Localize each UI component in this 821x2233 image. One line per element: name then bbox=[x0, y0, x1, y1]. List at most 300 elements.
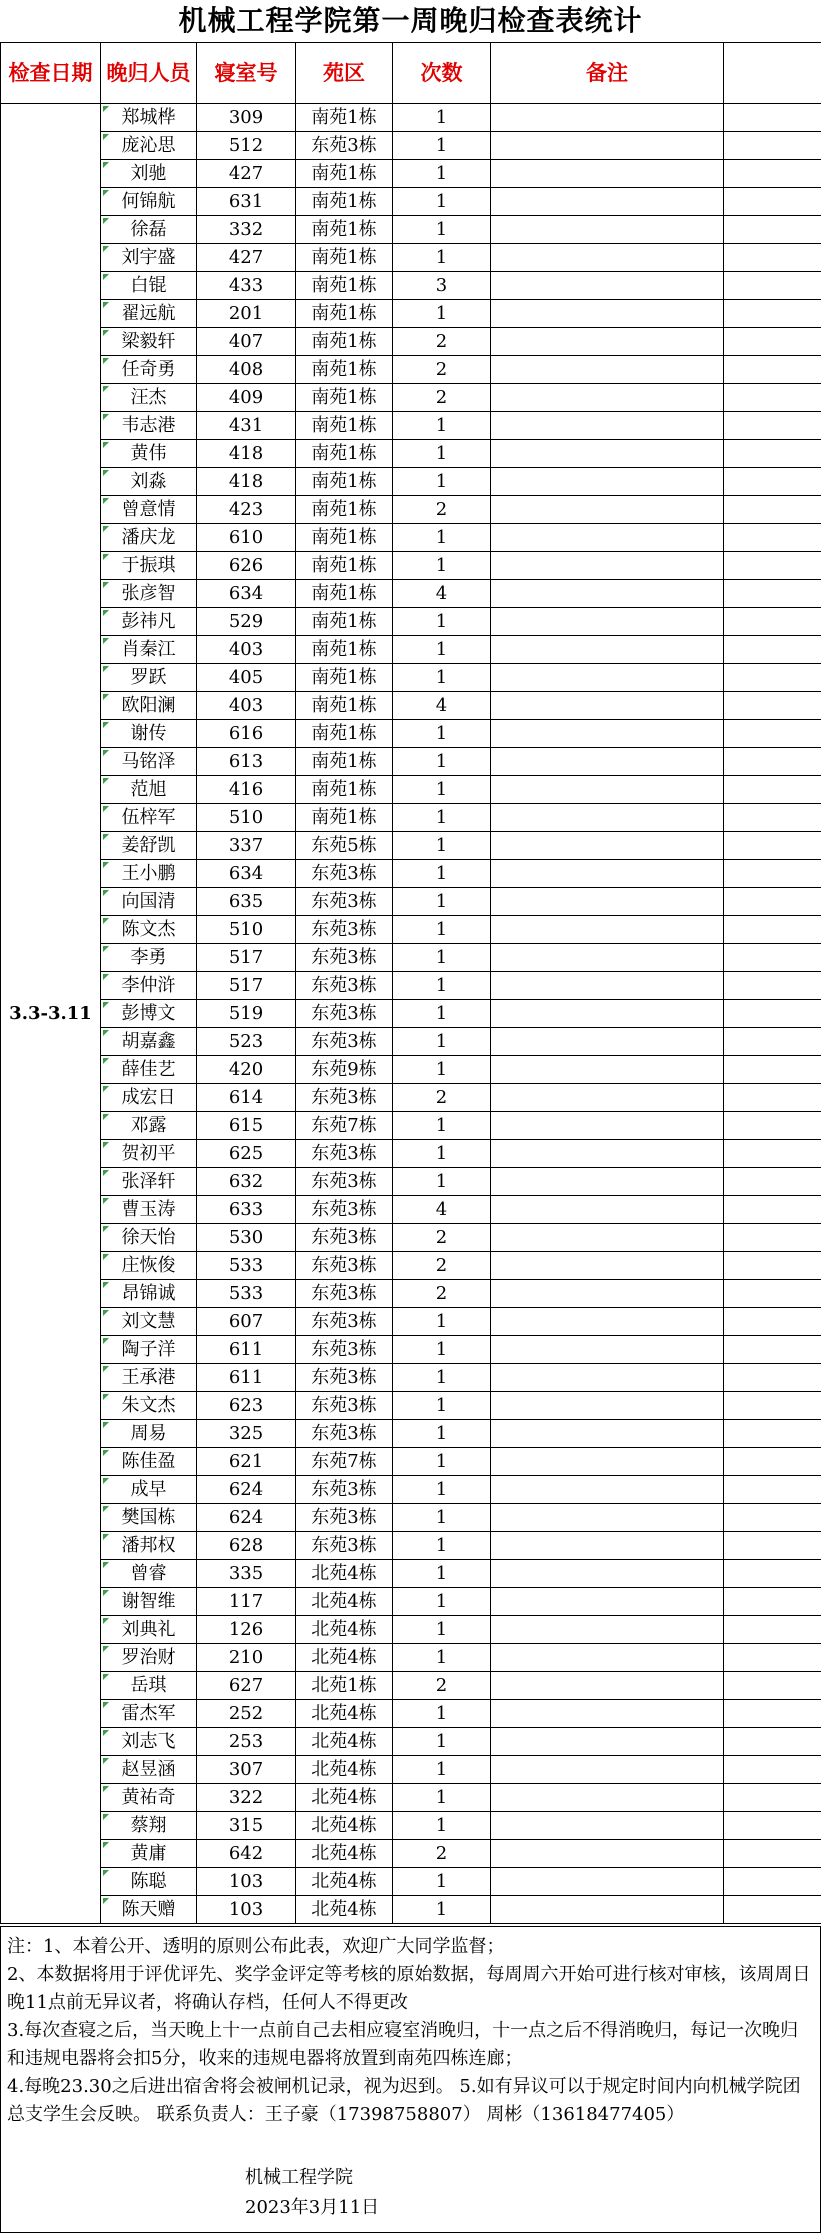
row-count: 4 bbox=[393, 692, 491, 720]
row-name: 陈天赠 bbox=[101, 1896, 197, 1924]
row-name: 刘典礼 bbox=[101, 1616, 197, 1644]
row-count: 1 bbox=[393, 300, 491, 328]
row-remark bbox=[491, 1252, 724, 1280]
row-name: 成早 bbox=[101, 1476, 197, 1504]
row-area: 北苑4栋 bbox=[296, 1840, 393, 1868]
row-blank bbox=[724, 1196, 821, 1224]
row-area: 北苑4栋 bbox=[296, 1784, 393, 1812]
table-row bbox=[1, 1700, 821, 1728]
row-name: 彭祎凡 bbox=[101, 608, 197, 636]
row-blank bbox=[724, 440, 821, 468]
row-blank bbox=[724, 720, 821, 748]
row-remark bbox=[491, 1840, 724, 1868]
row-area: 南苑1栋 bbox=[296, 524, 393, 552]
row-area: 东苑9栋 bbox=[296, 1056, 393, 1084]
table-row bbox=[1, 1000, 821, 1028]
row-room: 210 bbox=[197, 1644, 296, 1672]
row-blank bbox=[724, 1644, 821, 1672]
row-name: 庄恢俊 bbox=[101, 1252, 197, 1280]
row-count: 2 bbox=[393, 1224, 491, 1252]
row-count: 1 bbox=[393, 888, 491, 916]
row-count: 1 bbox=[393, 832, 491, 860]
row-room: 409 bbox=[197, 384, 296, 412]
row-area: 南苑1栋 bbox=[296, 608, 393, 636]
row-count: 1 bbox=[393, 1896, 491, 1924]
row-remark bbox=[491, 1588, 724, 1616]
table-row bbox=[1, 1252, 821, 1280]
row-room: 103 bbox=[197, 1868, 296, 1896]
table-row bbox=[1, 1308, 821, 1336]
row-room: 628 bbox=[197, 1532, 296, 1560]
row-count: 1 bbox=[393, 1476, 491, 1504]
row-area: 东苑3栋 bbox=[296, 1280, 393, 1308]
row-area: 南苑1栋 bbox=[296, 300, 393, 328]
row-area: 南苑1栋 bbox=[296, 216, 393, 244]
row-name: 樊国栋 bbox=[101, 1504, 197, 1532]
table-row bbox=[1, 496, 821, 524]
row-room: 610 bbox=[197, 524, 296, 552]
row-name: 蔡翔 bbox=[101, 1812, 197, 1840]
row-name: 韦志港 bbox=[101, 412, 197, 440]
row-name: 汪杰 bbox=[101, 384, 197, 412]
row-room: 621 bbox=[197, 1448, 296, 1476]
table-row bbox=[1, 972, 821, 1000]
row-area: 南苑1栋 bbox=[296, 580, 393, 608]
row-room: 533 bbox=[197, 1280, 296, 1308]
row-remark bbox=[491, 888, 724, 916]
row-area: 北苑4栋 bbox=[296, 1644, 393, 1672]
row-room: 613 bbox=[197, 748, 296, 776]
row-area: 东苑7栋 bbox=[296, 1448, 393, 1476]
row-name: 曾意情 bbox=[101, 496, 197, 524]
row-blank bbox=[724, 1896, 821, 1924]
row-count: 1 bbox=[393, 1756, 491, 1784]
row-room: 635 bbox=[197, 888, 296, 916]
row-blank bbox=[724, 524, 821, 552]
row-area: 东苑3栋 bbox=[296, 972, 393, 1000]
row-name: 范旭 bbox=[101, 776, 197, 804]
note-line-1: 注：1、本着公开、透明的原则公布此表，欢迎广大同学监督； bbox=[7, 1936, 505, 1957]
row-blank bbox=[724, 692, 821, 720]
row-blank bbox=[724, 1280, 821, 1308]
row-area: 南苑1栋 bbox=[296, 692, 393, 720]
row-blank bbox=[724, 972, 821, 1000]
row-remark bbox=[491, 524, 724, 552]
row-area: 东苑3栋 bbox=[296, 1504, 393, 1532]
table-row bbox=[1, 412, 821, 440]
table-row bbox=[1, 1840, 821, 1868]
row-room: 332 bbox=[197, 216, 296, 244]
row-count: 1 bbox=[393, 804, 491, 832]
row-count: 1 bbox=[393, 1308, 491, 1336]
row-remark bbox=[491, 664, 724, 692]
row-name: 周易 bbox=[101, 1420, 197, 1448]
row-room: 616 bbox=[197, 720, 296, 748]
row-blank bbox=[724, 188, 821, 216]
row-area: 北苑4栋 bbox=[296, 1616, 393, 1644]
row-blank bbox=[724, 1868, 821, 1896]
row-remark bbox=[491, 1000, 724, 1028]
row-blank bbox=[724, 1700, 821, 1728]
row-room: 427 bbox=[197, 244, 296, 272]
table-row bbox=[1, 160, 821, 188]
row-room: 433 bbox=[197, 272, 296, 300]
row-area: 东苑3栋 bbox=[296, 1084, 393, 1112]
row-remark bbox=[491, 1868, 724, 1896]
row-count: 1 bbox=[393, 244, 491, 272]
row-area: 东苑3栋 bbox=[296, 1392, 393, 1420]
row-name: 于振琪 bbox=[101, 552, 197, 580]
row-count: 2 bbox=[393, 384, 491, 412]
row-count: 1 bbox=[393, 1560, 491, 1588]
row-name: 欧阳澜 bbox=[101, 692, 197, 720]
row-remark bbox=[491, 440, 724, 468]
row-remark bbox=[491, 1756, 724, 1784]
row-count: 1 bbox=[393, 1000, 491, 1028]
row-area: 南苑1栋 bbox=[296, 720, 393, 748]
row-room: 431 bbox=[197, 412, 296, 440]
table-row bbox=[1, 300, 821, 328]
row-count: 1 bbox=[393, 916, 491, 944]
row-remark bbox=[491, 720, 724, 748]
row-name: 谢传 bbox=[101, 720, 197, 748]
row-room: 418 bbox=[197, 468, 296, 496]
row-blank bbox=[724, 412, 821, 440]
table-row bbox=[1, 1084, 821, 1112]
row-remark bbox=[491, 1392, 724, 1420]
table-row bbox=[1, 188, 821, 216]
row-blank bbox=[724, 1336, 821, 1364]
row-remark bbox=[491, 1672, 724, 1700]
table-row bbox=[1, 1644, 821, 1672]
table-row bbox=[1, 888, 821, 916]
row-remark bbox=[491, 916, 724, 944]
row-room: 632 bbox=[197, 1168, 296, 1196]
row-remark bbox=[491, 832, 724, 860]
row-blank bbox=[724, 1000, 821, 1028]
row-remark bbox=[491, 1616, 724, 1644]
row-count: 1 bbox=[393, 468, 491, 496]
row-room: 631 bbox=[197, 188, 296, 216]
row-blank bbox=[724, 244, 821, 272]
row-count: 1 bbox=[393, 972, 491, 1000]
row-room: 634 bbox=[197, 580, 296, 608]
sheet-title: 机械工程学院第一周晚归检查表统计 bbox=[178, 4, 643, 37]
row-remark bbox=[491, 1140, 724, 1168]
row-blank bbox=[724, 1224, 821, 1252]
row-count: 2 bbox=[393, 356, 491, 384]
table-row bbox=[1, 1364, 821, 1392]
row-room: 103 bbox=[197, 1896, 296, 1924]
row-remark bbox=[491, 104, 724, 132]
row-room: 512 bbox=[197, 132, 296, 160]
row-remark bbox=[491, 300, 724, 328]
table-row bbox=[1, 636, 821, 664]
row-room: 523 bbox=[197, 1028, 296, 1056]
row-count: 2 bbox=[393, 496, 491, 524]
row-name: 徐天怡 bbox=[101, 1224, 197, 1252]
table-row bbox=[1, 384, 821, 412]
row-count: 2 bbox=[393, 1672, 491, 1700]
table-row bbox=[1, 832, 821, 860]
row-blank bbox=[724, 1616, 821, 1644]
row-area: 东苑3栋 bbox=[296, 1168, 393, 1196]
table-row bbox=[1, 468, 821, 496]
row-blank bbox=[724, 1588, 821, 1616]
row-blank bbox=[724, 580, 821, 608]
row-room: 201 bbox=[197, 300, 296, 328]
row-count: 2 bbox=[393, 1252, 491, 1280]
row-room: 633 bbox=[197, 1196, 296, 1224]
row-remark bbox=[491, 1700, 724, 1728]
row-blank bbox=[724, 1504, 821, 1532]
table-row bbox=[1, 216, 821, 244]
row-blank bbox=[724, 216, 821, 244]
row-area: 东苑3栋 bbox=[296, 1308, 393, 1336]
row-remark bbox=[491, 776, 724, 804]
row-name: 任奇勇 bbox=[101, 356, 197, 384]
row-name: 成宏日 bbox=[101, 1084, 197, 1112]
row-blank bbox=[724, 1028, 821, 1056]
row-count: 1 bbox=[393, 1420, 491, 1448]
table-row bbox=[1, 1896, 821, 1924]
row-area: 东苑5栋 bbox=[296, 832, 393, 860]
row-room: 403 bbox=[197, 692, 296, 720]
row-name: 邓露 bbox=[101, 1112, 197, 1140]
row-remark bbox=[491, 356, 724, 384]
row-room: 416 bbox=[197, 776, 296, 804]
row-count: 1 bbox=[393, 160, 491, 188]
row-area: 东苑3栋 bbox=[296, 1364, 393, 1392]
row-remark bbox=[491, 412, 724, 440]
row-remark bbox=[491, 160, 724, 188]
row-name: 白锟 bbox=[101, 272, 197, 300]
row-blank bbox=[724, 1448, 821, 1476]
row-room: 530 bbox=[197, 1224, 296, 1252]
row-count: 1 bbox=[393, 1644, 491, 1672]
row-count: 1 bbox=[393, 1700, 491, 1728]
row-blank bbox=[724, 1308, 821, 1336]
row-count: 1 bbox=[393, 1056, 491, 1084]
note-line-3: 3.每次查寝之后，当天晚上十一点前自己去相应寝室消晚归，十一点之后不得消晚归，每记一次晚归和违规电器将会扣5分，收来的违规电器将放置到南苑四栋连廊； bbox=[7, 2020, 799, 2069]
row-count: 1 bbox=[393, 664, 491, 692]
row-room: 611 bbox=[197, 1336, 296, 1364]
table-row bbox=[1, 1140, 821, 1168]
row-count: 2 bbox=[393, 1280, 491, 1308]
row-area: 东苑3栋 bbox=[296, 860, 393, 888]
footer-organization: 机械工程学院 bbox=[245, 2167, 353, 2188]
row-area: 北苑4栋 bbox=[296, 1896, 393, 1924]
late-return-table bbox=[0, 42, 821, 1924]
row-blank bbox=[724, 496, 821, 524]
row-name: 陶子洋 bbox=[101, 1336, 197, 1364]
row-remark bbox=[491, 272, 724, 300]
header-blank bbox=[724, 43, 821, 104]
row-area: 北苑4栋 bbox=[296, 1756, 393, 1784]
table-row bbox=[1, 244, 821, 272]
row-area: 东苑3栋 bbox=[296, 916, 393, 944]
row-blank bbox=[724, 1560, 821, 1588]
row-area: 北苑4栋 bbox=[296, 1560, 393, 1588]
row-remark bbox=[491, 1224, 724, 1252]
table-row bbox=[1, 1756, 821, 1784]
row-count: 1 bbox=[393, 1336, 491, 1364]
row-room: 407 bbox=[197, 328, 296, 356]
row-blank bbox=[724, 300, 821, 328]
row-count: 3 bbox=[393, 272, 491, 300]
table-row bbox=[1, 720, 821, 748]
row-room: 418 bbox=[197, 440, 296, 468]
header-row bbox=[1, 43, 821, 104]
row-remark bbox=[491, 244, 724, 272]
row-name: 王小鹏 bbox=[101, 860, 197, 888]
row-remark bbox=[491, 1112, 724, 1140]
row-area: 南苑1栋 bbox=[296, 804, 393, 832]
row-area: 东苑3栋 bbox=[296, 1420, 393, 1448]
row-area: 南苑1栋 bbox=[296, 244, 393, 272]
row-room: 607 bbox=[197, 1308, 296, 1336]
row-name: 刘淼 bbox=[101, 468, 197, 496]
row-name: 潘邦权 bbox=[101, 1532, 197, 1560]
row-area: 东苑3栋 bbox=[296, 1252, 393, 1280]
row-blank bbox=[724, 860, 821, 888]
row-remark bbox=[491, 1560, 724, 1588]
row-area: 东苑7栋 bbox=[296, 1112, 393, 1140]
row-name: 刘志飞 bbox=[101, 1728, 197, 1756]
row-remark bbox=[491, 384, 724, 412]
row-remark bbox=[491, 804, 724, 832]
row-name: 何锦航 bbox=[101, 188, 197, 216]
row-blank bbox=[724, 1252, 821, 1280]
table-row bbox=[1, 1056, 821, 1084]
row-room: 611 bbox=[197, 1364, 296, 1392]
check-date-range: 3.3-3.11 bbox=[1, 104, 101, 1924]
row-area: 东苑3栋 bbox=[296, 1196, 393, 1224]
row-area: 东苑3栋 bbox=[296, 888, 393, 916]
table-row bbox=[1, 1168, 821, 1196]
row-count: 1 bbox=[393, 440, 491, 468]
row-area: 北苑4栋 bbox=[296, 1728, 393, 1756]
row-name: 庞沁思 bbox=[101, 132, 197, 160]
row-name: 胡嘉鑫 bbox=[101, 1028, 197, 1056]
table-row bbox=[1, 1560, 821, 1588]
table-body bbox=[1, 104, 821, 1924]
row-remark bbox=[491, 1308, 724, 1336]
table-row bbox=[1, 1672, 821, 1700]
row-name: 黄伟 bbox=[101, 440, 197, 468]
row-count: 1 bbox=[393, 1504, 491, 1532]
table-row bbox=[1, 748, 821, 776]
row-remark bbox=[491, 1364, 724, 1392]
row-remark bbox=[491, 748, 724, 776]
row-room: 307 bbox=[197, 1756, 296, 1784]
row-room: 519 bbox=[197, 1000, 296, 1028]
row-blank bbox=[724, 944, 821, 972]
row-area: 南苑1栋 bbox=[296, 552, 393, 580]
row-remark bbox=[491, 188, 724, 216]
row-room: 510 bbox=[197, 916, 296, 944]
row-area: 南苑1栋 bbox=[296, 636, 393, 664]
row-count: 1 bbox=[393, 608, 491, 636]
row-room: 420 bbox=[197, 1056, 296, 1084]
row-blank bbox=[724, 384, 821, 412]
header-count: 次数 bbox=[393, 43, 491, 104]
row-room: 126 bbox=[197, 1616, 296, 1644]
row-remark bbox=[491, 580, 724, 608]
row-remark bbox=[491, 1448, 724, 1476]
row-remark bbox=[491, 1728, 724, 1756]
row-blank bbox=[724, 636, 821, 664]
table-row bbox=[1, 692, 821, 720]
row-blank bbox=[724, 916, 821, 944]
row-name: 罗治财 bbox=[101, 1644, 197, 1672]
row-remark bbox=[491, 944, 724, 972]
table-row bbox=[1, 580, 821, 608]
table-row bbox=[1, 1728, 821, 1756]
table-row bbox=[1, 552, 821, 580]
row-area: 东苑3栋 bbox=[296, 1476, 393, 1504]
row-area: 北苑4栋 bbox=[296, 1588, 393, 1616]
table-row bbox=[1, 608, 821, 636]
row-name: 刘文慧 bbox=[101, 1308, 197, 1336]
table-row bbox=[1, 664, 821, 692]
row-area: 南苑1栋 bbox=[296, 356, 393, 384]
row-count: 1 bbox=[393, 860, 491, 888]
row-remark bbox=[491, 132, 724, 160]
table-row bbox=[1, 104, 821, 132]
row-room: 335 bbox=[197, 1560, 296, 1588]
row-room: 625 bbox=[197, 1140, 296, 1168]
row-blank bbox=[724, 804, 821, 832]
row-remark bbox=[491, 1056, 724, 1084]
row-name: 张泽轩 bbox=[101, 1168, 197, 1196]
row-count: 1 bbox=[393, 1784, 491, 1812]
row-room: 624 bbox=[197, 1504, 296, 1532]
row-room: 117 bbox=[197, 1588, 296, 1616]
row-blank bbox=[724, 272, 821, 300]
row-name: 薛佳艺 bbox=[101, 1056, 197, 1084]
row-name: 李勇 bbox=[101, 944, 197, 972]
row-name: 彭博文 bbox=[101, 1000, 197, 1028]
row-count: 1 bbox=[393, 1588, 491, 1616]
row-name: 李仲浒 bbox=[101, 972, 197, 1000]
row-room: 642 bbox=[197, 1840, 296, 1868]
table-row bbox=[1, 860, 821, 888]
row-remark bbox=[491, 1812, 724, 1840]
row-blank bbox=[724, 1168, 821, 1196]
row-blank bbox=[724, 1840, 821, 1868]
note-line-2: 2、本数据将用于评优评先、奖学金评定等考核的原始数据，每周周六开始可进行核对审核，该周周日晚11点前无异议者，将确认存档，任何人不得更改 bbox=[7, 1964, 811, 2013]
table-row bbox=[1, 1588, 821, 1616]
row-remark bbox=[491, 608, 724, 636]
table-row bbox=[1, 1784, 821, 1812]
row-remark bbox=[491, 552, 724, 580]
row-room: 627 bbox=[197, 1672, 296, 1700]
row-blank bbox=[724, 552, 821, 580]
row-blank bbox=[724, 1672, 821, 1700]
row-room: 614 bbox=[197, 1084, 296, 1112]
row-remark bbox=[491, 972, 724, 1000]
row-area: 东苑3栋 bbox=[296, 1140, 393, 1168]
row-name: 伍梓军 bbox=[101, 804, 197, 832]
table-row bbox=[1, 1196, 821, 1224]
row-count: 1 bbox=[393, 552, 491, 580]
row-blank bbox=[724, 1532, 821, 1560]
row-count: 1 bbox=[393, 1112, 491, 1140]
row-name: 刘宇盛 bbox=[101, 244, 197, 272]
row-blank bbox=[724, 776, 821, 804]
row-room: 517 bbox=[197, 972, 296, 1000]
